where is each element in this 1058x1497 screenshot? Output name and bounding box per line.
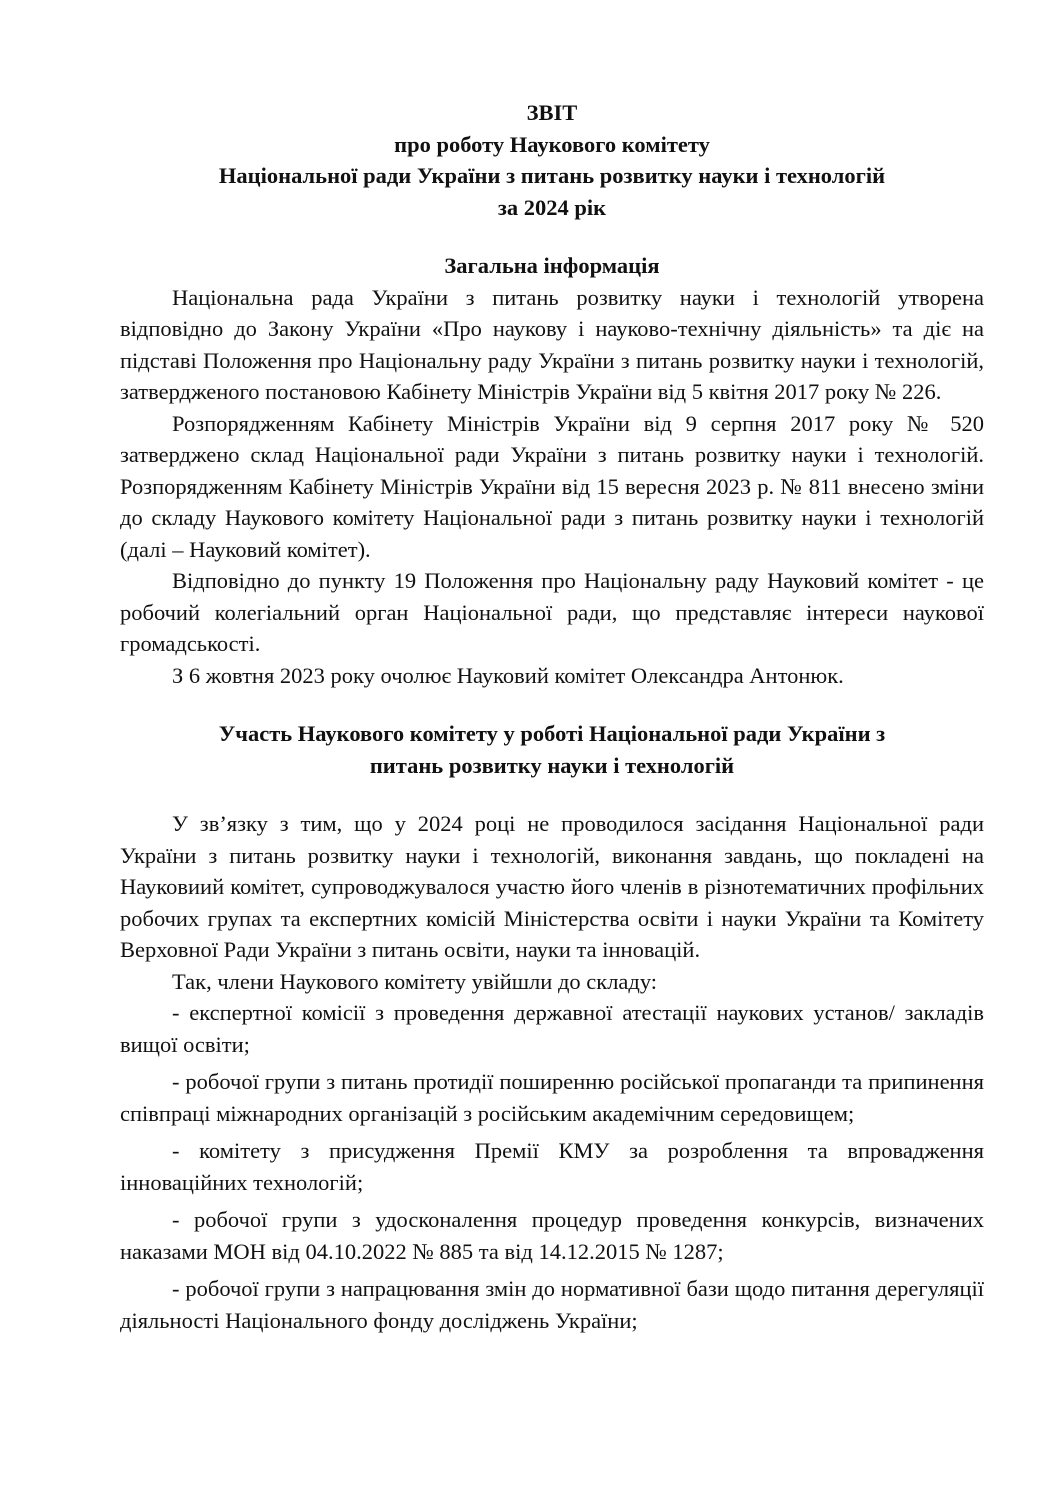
paragraph-participation-intro: У зв’язку з тим, що у 2024 році не проводилося засідання Національної ради України з питань розвитку науки і технологій, виконання завдань, що покладені на Науковиий комітет, супроводжувалося участю його членів в різнотематичних профільних робочих групах та експертних комісій Міністерства освіти і науки України та Комітету Верховної Ради України з питань освіти, науки та інновацій. <box>120 811 984 962</box>
list-item-cabinet-prize-committee: - комітету з присудження Премії КМУ за розроблення та впровадження інноваційних технологій; <box>120 1138 984 1195</box>
list-item-deregulation-group: - робочої групи з напрацювання змін до нормативної бази щодо питання дерегуляції діяльності Національного фонду досліджень України; <box>120 1276 984 1333</box>
title-line-1: ЗВІТ <box>526 100 578 125</box>
paragraph-council-established: Національна рада України з питань розвитку науки і технологій утворена відповідно до Закону України «Про наукову і науково-технічну діяльність» та діє на підставі Положення про Національну раду України з питань розвитку науки і технологій, затвердженого постановою Кабінету Міністрів України від 5 квітня 2017 року № 226. <box>120 284 984 404</box>
paragraph-committee-head: З 6 жовтня 2023 року очолює Науковий комітет Олександра Антонюк. <box>172 662 844 688</box>
paragraph-council-composition: Розпорядженням Кабінету Міністрів України від 9 серпня 2017 року № 520 затверджено склад Національної ради України з питань розвитку науки і технологій. Розпорядженням Кабінету Міністрів України від 15 вересня 2023 р. № 811 внесено зміни до складу Наукового комітету Національної ради з питань розвитку науки і технологій (далі – Науковий комітет). <box>120 410 984 562</box>
section-heading-participation-line-1: Участь Наукового комітету у роботі Національної ради України з <box>218 721 886 746</box>
list-item-expert-commission: - експертної комісії з проведення державної атестації наукових установ/ закладів вищої освіти; <box>120 1000 984 1057</box>
document-page <box>120 97 984 1336</box>
list-item-competition-procedures-group: - робочої групи з удосконалення процедур проведення конкурсів, визначених наказами МОН від 04.10.2022 № 885 та від 14.12.2015 № 1287; <box>120 1207 984 1264</box>
section-spacer <box>120 781 984 808</box>
paragraph-list-lead: Так, члени Наукового комітету увійшли до складу: <box>172 968 658 994</box>
title-line-4: за 2024 рік <box>497 194 607 220</box>
title-line-3: Національної ради України з питань розвитку науки і технологій <box>218 163 886 188</box>
section-heading-general-info: Загальна інформація <box>444 253 660 278</box>
paragraph-committee-definition: Відповідно до пункту 19 Положення про Національну раду Науковий комітет - це робочий колегіальний орган Національної ради, що представляє інтереси наукової громадськості. <box>120 568 984 656</box>
report-title <box>120 97 984 223</box>
list-item-propaganda-working-group: - робочої групи з питань протидії поширенню російської пропаганди та припинення співпраці міжнародних організацій з російським академічним середовищем; <box>120 1069 984 1126</box>
section-heading-participation <box>120 718 984 781</box>
title-line-2: про роботу Наукового комітету <box>394 131 710 157</box>
section-heading-participation-line-2: питань розвитку науки і технологій <box>369 752 735 778</box>
